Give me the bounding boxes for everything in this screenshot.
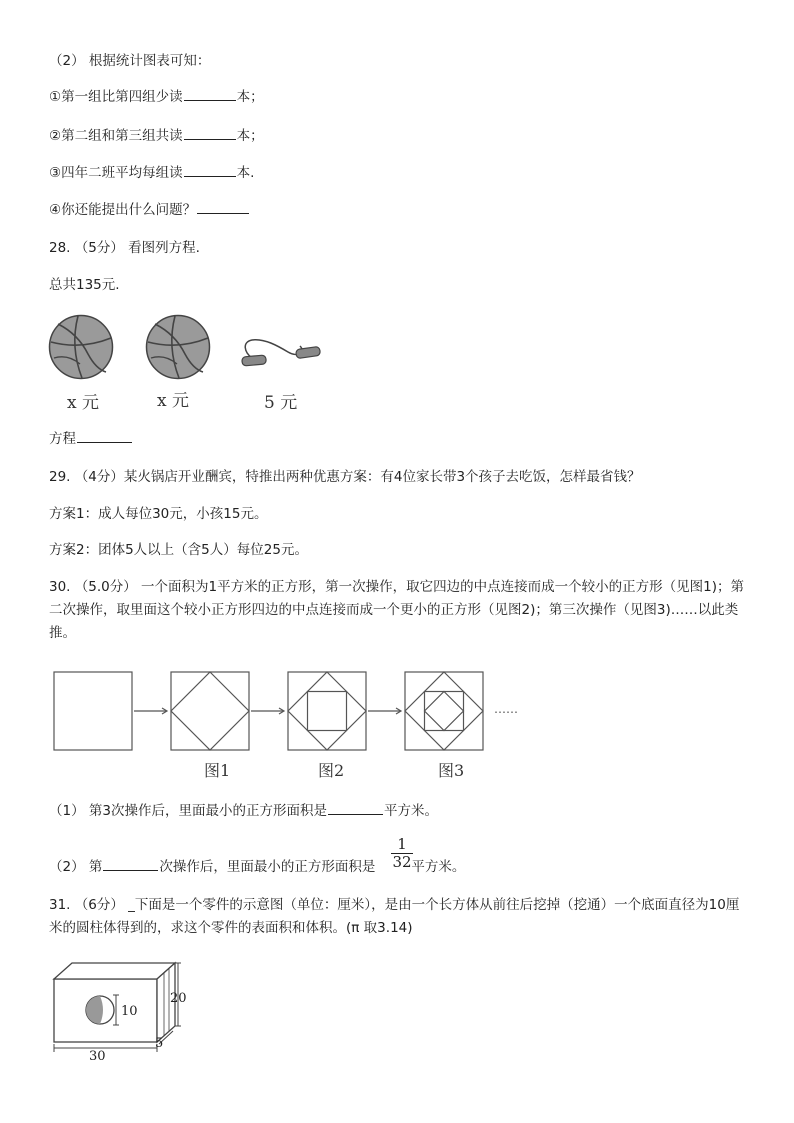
q31-title: 31. （6分） _下面是一个零件的示意图（单位：厘米），是由一个长方体从前往后挖掉（挖通）一个底面直径为10厘米的圆柱体得到的，求这个零件的表面积和体积。(π 取3.14) xyxy=(49,897,740,936)
q27-item4 xyxy=(49,201,250,219)
dim-depth-label: 5 xyxy=(155,1036,164,1051)
q29-plan2: 方案2：团体5人以上（含5人）每位25元。 xyxy=(49,542,308,558)
q28-equation xyxy=(49,430,133,448)
q30-square-sequence-figure xyxy=(50,670,530,754)
q30-part2-blank[interactable] xyxy=(103,858,158,871)
fig2-inner-square xyxy=(308,692,347,731)
q30-part1-unit: 平方米。 xyxy=(383,803,438,819)
q29-title: 29. （4分）某火锅店开业酬宾，特推出两种优惠方案：有4位家长带3个孩子去吃饭，怎样最省钱？ xyxy=(49,469,641,485)
fig1-outer-square xyxy=(171,672,249,750)
sequence-ellipsis: …… xyxy=(494,702,518,716)
q29-plan1: 方案1：成人每位30元，小孩15元。 xyxy=(49,506,268,522)
q27-item1-text: ①第一组比第四组少读 xyxy=(49,89,183,105)
q30-part1-blank[interactable] xyxy=(328,802,383,815)
fraction-numerator: 1 xyxy=(391,836,413,854)
q27-item2 xyxy=(49,127,264,145)
q30-part2-text-b: 次操作后，里面最小的正方形面积是 xyxy=(159,859,376,875)
fraction-denominator: 32 xyxy=(392,853,412,871)
q30-part1 xyxy=(49,802,438,820)
q30-part1-text: （1） 第3次操作后，里面最小的正方形面积是 xyxy=(49,803,327,819)
q27-item3-unit: 本. xyxy=(236,165,255,181)
q27-item3-text: ③四年二班平均每组读 xyxy=(49,165,183,181)
fig3-middle-square xyxy=(425,692,464,731)
fig1-label: 图1 xyxy=(204,761,231,780)
fig3-inner-diamond xyxy=(425,692,464,731)
fraction-one-thirty-second xyxy=(391,836,413,871)
q27-item2-blank[interactable] xyxy=(184,127,236,140)
rope-price-label: 5 元 xyxy=(264,393,298,413)
fig1-inner-square xyxy=(171,672,249,750)
ball1-price-label: x 元 xyxy=(67,393,99,413)
dim-diameter-label: 10 xyxy=(121,1004,138,1019)
q30-part2-unit: 平方米。 xyxy=(411,859,466,875)
fig3-diamond xyxy=(405,672,483,750)
q30-title: 30. （5.0分） 一个面积为1平方米的正方形，第一次操作，取它四边的中点连接而成一个较小的正方形（见图1)；第二次操作，取里面这个较小正方形四边的中点连接而成一个更小的正方形（见图2)；第三次操作（见图3)……以此类推。 xyxy=(49,579,744,641)
q28-total: 总共135元. xyxy=(49,277,120,293)
fig3-outer-square xyxy=(405,672,483,750)
q27-item2-text: ②第二组和第三组共读 xyxy=(49,128,183,144)
dim-length-label: 30 xyxy=(89,1049,106,1064)
jump-rope-icon xyxy=(238,334,328,370)
fig2-diamond xyxy=(288,672,366,750)
q28-title: 28. （5分） 看图列方程. xyxy=(49,240,200,256)
q27-item3-blank[interactable] xyxy=(184,164,236,177)
ball2-price-label: x 元 xyxy=(157,391,189,411)
q28-equation-blank[interactable] xyxy=(77,430,132,443)
q27-part2-heading: （2） 根据统计图表可知： xyxy=(49,53,211,69)
q27-item1 xyxy=(49,88,264,106)
dim-height-label: 20 xyxy=(170,991,187,1006)
q28-equation-label: 方程 xyxy=(49,431,76,447)
box-top-face xyxy=(54,963,175,979)
basketball-2-icon xyxy=(145,314,211,380)
initial-square xyxy=(54,672,132,750)
fig2-label: 图2 xyxy=(318,761,345,780)
q27-item1-blank[interactable] xyxy=(184,88,236,101)
q27-item4-text: ④你还能提出什么问题？ xyxy=(49,202,197,218)
q27-item4-blank[interactable] xyxy=(197,201,249,214)
q30-part2-text-a: （2） 第 xyxy=(49,859,103,875)
q27-item2-unit: 本； xyxy=(236,128,264,144)
q27-item3 xyxy=(49,164,254,182)
q27-item1-unit: 本； xyxy=(236,89,264,105)
basketball-1-icon xyxy=(48,314,114,380)
fig3-label: 图3 xyxy=(438,761,465,780)
fig2-outer-square xyxy=(288,672,366,750)
